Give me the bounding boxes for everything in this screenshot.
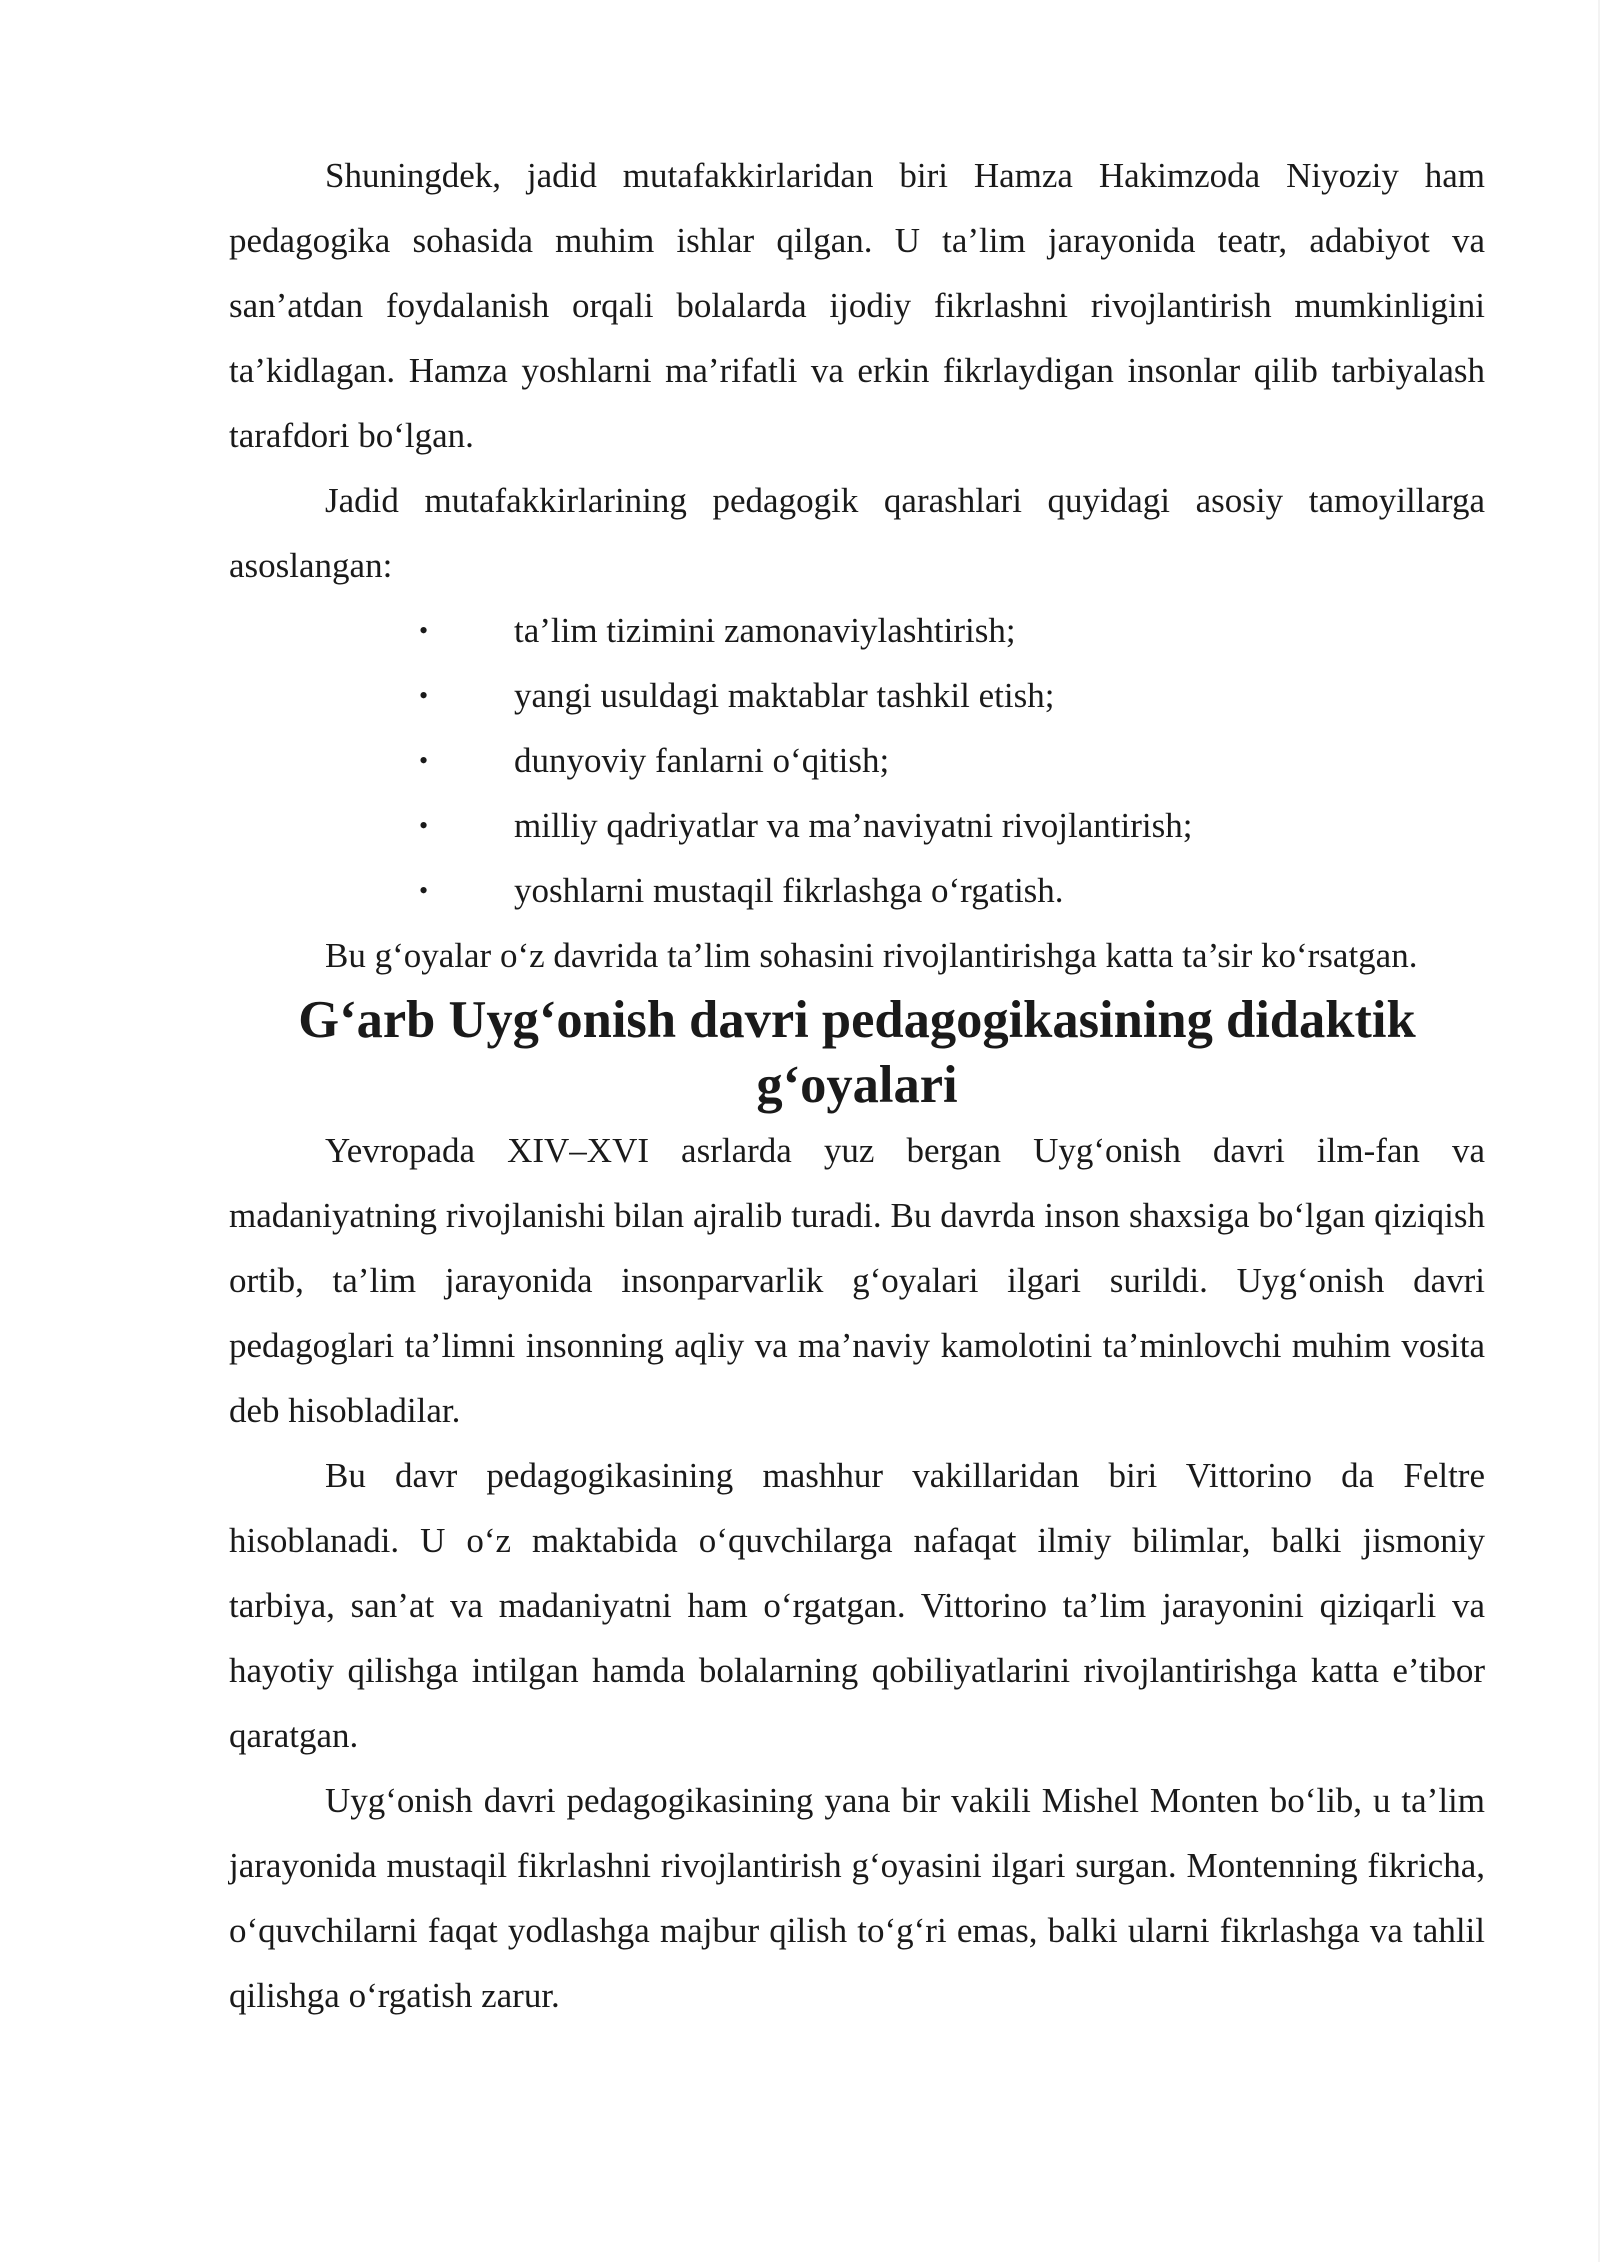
paragraph-principles-intro: Jadid mutafakkirlarining pedagogik qarashlari quyidagi asosiy tamoyillarga asoslangan: (229, 481, 1485, 585)
list-item (229, 793, 1485, 858)
paragraph-renaissance: Yevropada XIV–XVI asrlarda yuz bergan Uyg‘onish davri ilm-fan va madaniyatning rivojlanishi bilan ajralib turadi. Bu davrda inson shaxsiga bo‘lgan qiziqish ortib, ta’lim jarayonida insonparvarlik g‘oyalari ilgari surildi. Uyg‘onish davri pedagoglari ta’limni insonning aqliy va ma’naviy kamolotini ta’minlovchi muhim vosita deb hisobladilar. (229, 1131, 1485, 1430)
list-item-text: ta’lim tizimini zamonaviylashtirish; (514, 611, 1016, 650)
list-item-text: yangi usuldagi maktablar tashkil etish; (514, 676, 1055, 715)
list-item (229, 598, 1485, 663)
list-item (229, 663, 1485, 728)
paragraph-impact: Bu g‘oyalar o‘z davrida ta’lim sohasini rivojlantirishga katta ta’sir ko‘rsatgan. (325, 936, 1418, 975)
list-item-text: yoshlarni mustaqil fikrlashga o‘rgatish. (514, 871, 1064, 910)
principles-list (229, 598, 1485, 923)
bullet-icon: • (419, 876, 429, 905)
bullet-icon: • (419, 811, 429, 840)
bullet-icon: • (419, 681, 429, 710)
list-item-text: milliy qadriyatlar va ma’naviyatni rivojlantirish; (514, 806, 1193, 845)
paragraph-hamza: Shuningdek, jadid mutafakkirlaridan biri Hamza Hakimzoda Niyoziy ham pedagogika sohasida muhim ishlar qilgan. U ta’lim jarayonida teatr, adabiyot va san’atdan foydalanish orqali bolalarda ijodiy fikrlashni rivojlantirish mumkinligini ta’kidlagan. Hamza yoshlarni ma’rifatli va erkin fikrlaydigan insonlar qilib tarbiyalash tarafdori bo‘lgan. (229, 156, 1485, 455)
document-page (229, 143, 1485, 2028)
list-item (229, 728, 1485, 793)
bullet-icon: • (419, 746, 429, 775)
section-heading: G‘arb Uyg‘onish davri pedagogikasining didaktik g‘oyalari (298, 991, 1416, 1114)
list-item-text: dunyoviy fanlarni o‘qitish; (514, 741, 890, 780)
paragraph-montaigne: Uyg‘onish davri pedagogikasining yana bir vakili Mishel Monten bo‘lib, u ta’lim jarayonida mustaqil fikrlashni rivojlantirish g‘oyasini ilgari surgan. Montenning fikricha, o‘quvchilarni faqat yodlashga majbur qilish to‘g‘ri emas, balki ularni fikrlashga va tahlil qilishga o‘rgatish zarur. (229, 1781, 1485, 2015)
paragraph-vittorino: Bu davr pedagogikasining mashhur vakillaridan biri Vittorino da Feltre hisoblanadi. U o‘z maktabida o‘quvchilarga nafaqat ilmiy bilimlar, balki jismoniy tarbiya, san’at va madaniyatni ham o‘rgatgan. Vittorino ta’lim jarayonini qiziqarli va hayotiy qilishga intilgan hamda bolalarning qobiliyatlarini rivojlantirishga katta e’tibor qaratgan. (229, 1456, 1485, 1755)
list-item (229, 858, 1485, 923)
bullet-icon: • (419, 616, 429, 645)
